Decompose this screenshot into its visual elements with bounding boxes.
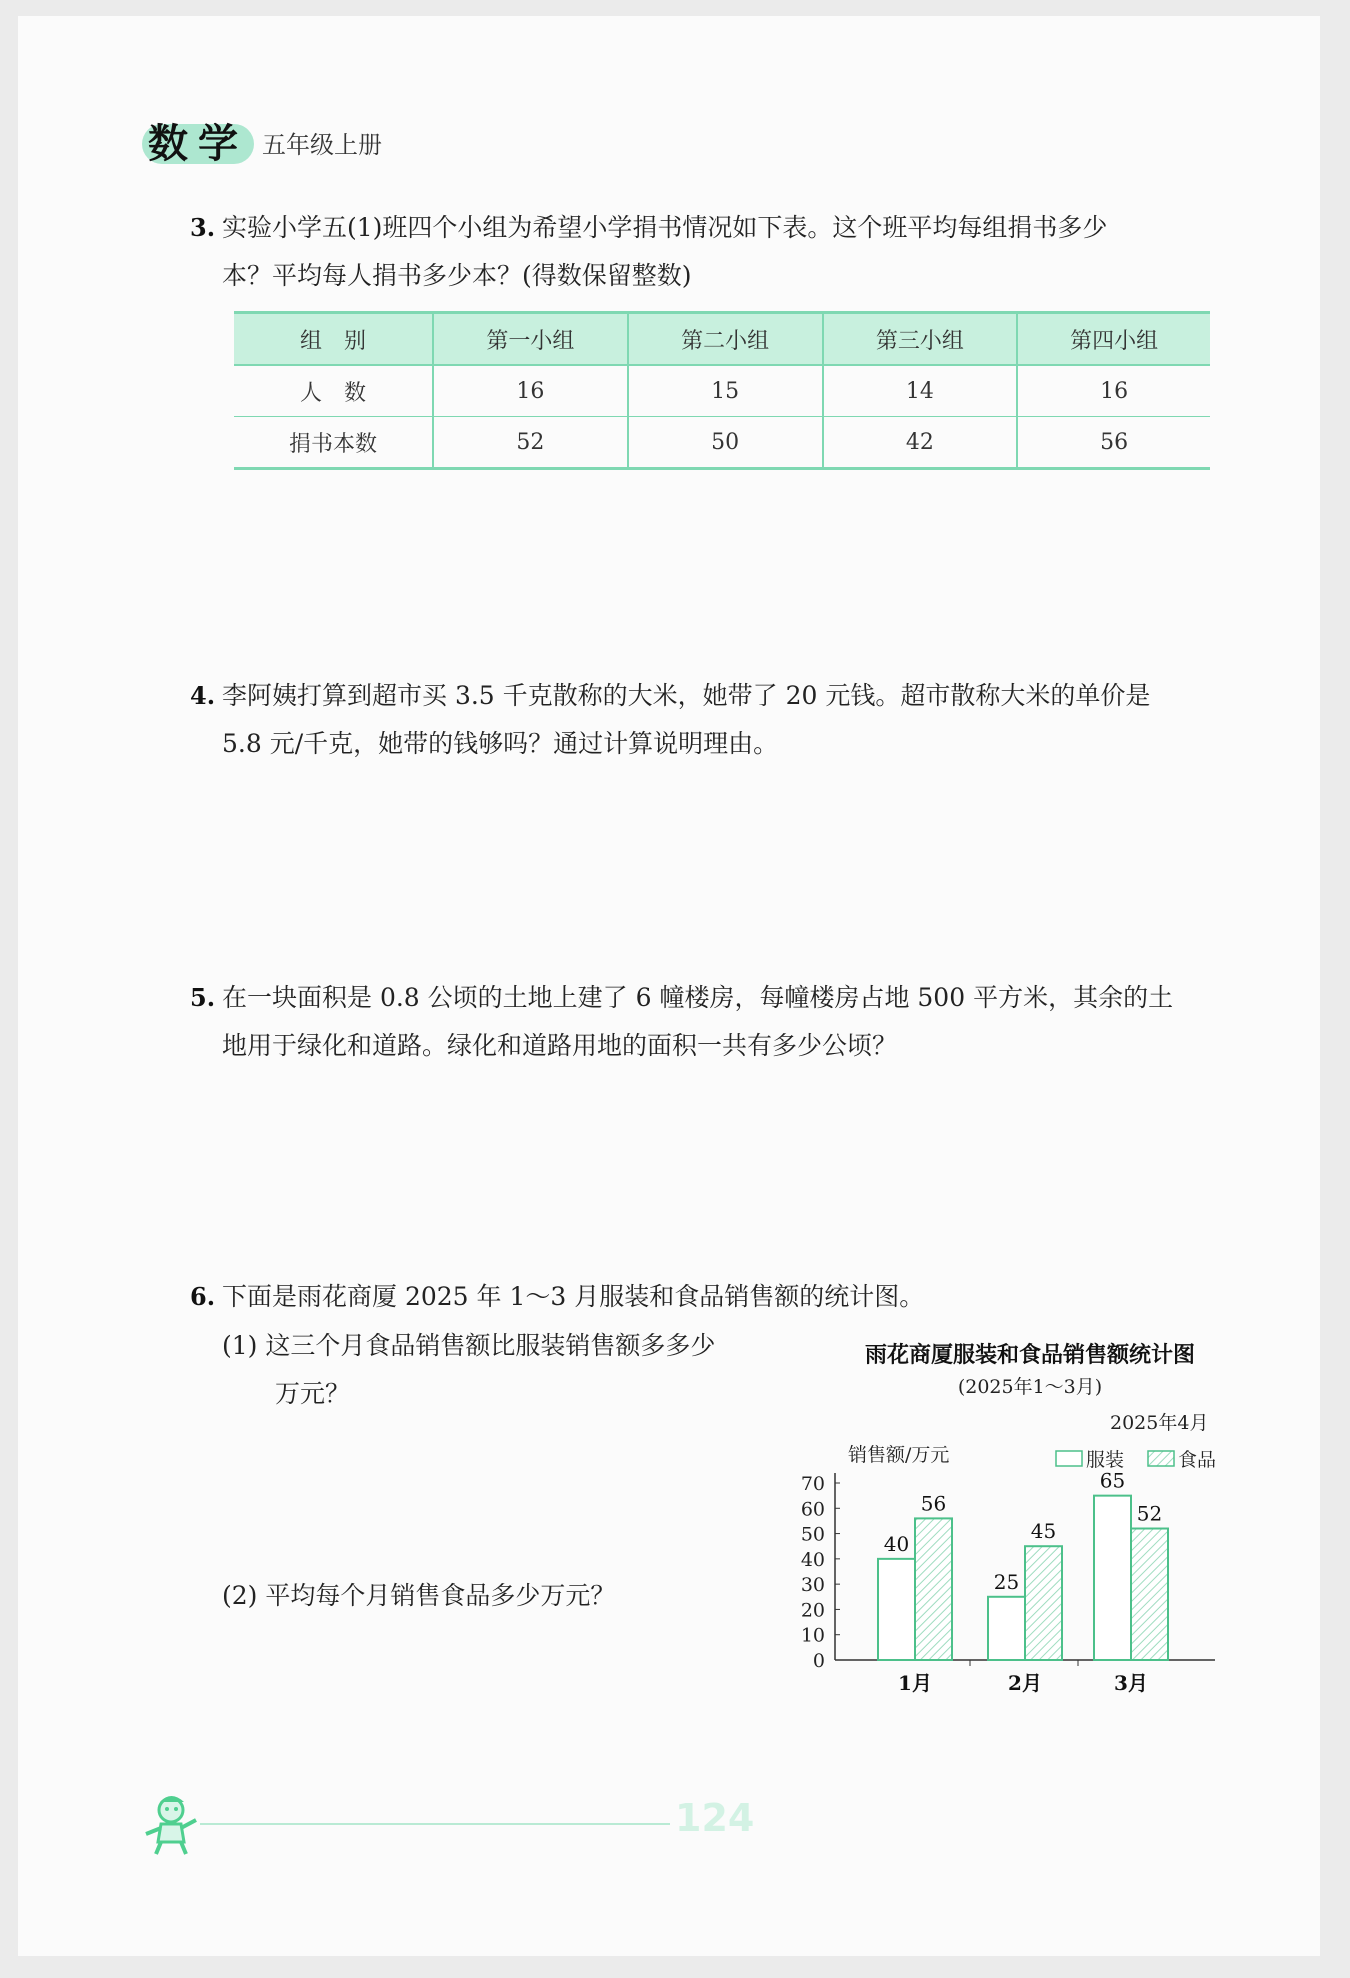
table-header-cell: 第二小组 <box>628 313 823 366</box>
question-4-line-2: 5.8 元/千克，她带的钱够吗？通过计算说明理由。 <box>222 729 779 758</box>
table-cell: 42 <box>823 417 1018 469</box>
y-tick-label: 30 <box>800 1574 825 1597</box>
question-3-line-1: 实验小学五(1)班四个小组为希望小学捐书情况如下表。这个班平均每组捐书多少 <box>222 213 1108 242</box>
y-tick-label: 50 <box>800 1523 825 1546</box>
bar-服装-1月 <box>878 1559 915 1660</box>
question-3-number: 3. <box>190 213 216 242</box>
x-tick-label: 1月 <box>898 1671 932 1695</box>
chart-subtitle: (2025年1～3月) <box>957 1376 1103 1398</box>
table-row <box>234 365 1210 417</box>
question-5-line-2: 地用于绿化和道路。绿化和道路用地的面积一共有多少公顷？ <box>222 1031 898 1060</box>
donation-table <box>234 311 1210 470</box>
table-cell: 捐书本数 <box>234 417 433 469</box>
table-header-row <box>234 313 1210 366</box>
sales-bar-chart <box>800 1440 1230 1710</box>
bar-食品-3月 <box>1131 1529 1168 1660</box>
legend-label: 服装 <box>1086 1449 1125 1471</box>
header-grade: 五年级上册 <box>262 131 382 159</box>
question-6-number: 6. <box>190 1282 216 1311</box>
x-tick-label: 3月 <box>1114 1671 1148 1695</box>
y-tick-label: 10 <box>800 1624 825 1647</box>
question-6-sub-1: (1) 这三个月食品销售额比服装销售额多多少 <box>222 1331 716 1360</box>
data-label: 45 <box>1030 1519 1057 1544</box>
table-cell: 16 <box>433 365 628 417</box>
chart-title: 雨花商厦服装和食品销售额统计图 <box>864 1343 1195 1368</box>
y-tick-label: 60 <box>800 1498 825 1521</box>
question-5-line-1: 在一块面积是 0.8 公顷的土地上建了 6 幢楼房，每幢楼房占地 500 平方米，其余的土 <box>222 983 1174 1012</box>
data-label: 40 <box>883 1531 910 1556</box>
question-3-line-2: 本？平均每人捐书多少本？(得数保留整数) <box>222 261 692 290</box>
header-subject: 数学 <box>148 121 248 167</box>
question-4-number: 4. <box>190 681 216 710</box>
x-tick-label: 2月 <box>1008 1671 1042 1695</box>
chart-date: 2025年4月 <box>1110 1412 1209 1434</box>
y-tick-label: 0 <box>812 1650 825 1672</box>
table-row <box>234 417 1210 469</box>
bar-服装-2月 <box>988 1597 1025 1660</box>
chart-ylabel: 销售额/万元 <box>848 1444 950 1466</box>
question-4-line-1: 李阿姨打算到超市买 3.5 千克散称的大米，她带了 20 元钱。超市散称大米的单价是 <box>222 681 1151 710</box>
bar-食品-1月 <box>915 1518 952 1660</box>
table-cell: 56 <box>1017 417 1210 469</box>
table-cell: 16 <box>1017 365 1210 417</box>
question-6-sub-1-cont: 万元？ <box>275 1379 351 1408</box>
y-tick-label: 20 <box>800 1599 825 1622</box>
table-cell: 52 <box>433 417 628 469</box>
data-label: 25 <box>993 1569 1020 1594</box>
bar-食品-2月 <box>1025 1546 1062 1660</box>
y-tick-label: 70 <box>800 1473 825 1495</box>
question-6-line-1: 下面是雨花商厦 2025 年 1～3 月服装和食品销售额的统计图。 <box>222 1282 925 1311</box>
bar-服装-3月 <box>1094 1496 1131 1660</box>
legend-swatch-食品 <box>1148 1451 1174 1466</box>
question-5-number: 5. <box>190 983 216 1012</box>
table-cell: 14 <box>823 365 1018 417</box>
table-header-cell: 第四小组 <box>1017 313 1210 366</box>
table-cell: 人 数 <box>234 365 433 417</box>
data-label: 65 <box>1099 1468 1126 1493</box>
table-header-cell: 组 别 <box>234 313 433 366</box>
data-label: 56 <box>920 1491 947 1516</box>
legend-swatch-服装 <box>1056 1451 1082 1466</box>
legend-label: 食品 <box>1178 1449 1217 1471</box>
table-header-cell: 第三小组 <box>823 313 1018 366</box>
table-cell: 15 <box>628 365 823 417</box>
table-header-cell: 第一小组 <box>433 313 628 366</box>
y-tick-label: 40 <box>800 1548 825 1571</box>
data-label: 52 <box>1136 1501 1163 1526</box>
page-number: 124 <box>675 1796 755 1840</box>
question-6-sub-2: (2) 平均每个月销售食品多少万元？ <box>222 1581 616 1610</box>
mascot-icon <box>136 1790 206 1860</box>
footer-line <box>200 1823 670 1825</box>
table-cell: 50 <box>628 417 823 469</box>
